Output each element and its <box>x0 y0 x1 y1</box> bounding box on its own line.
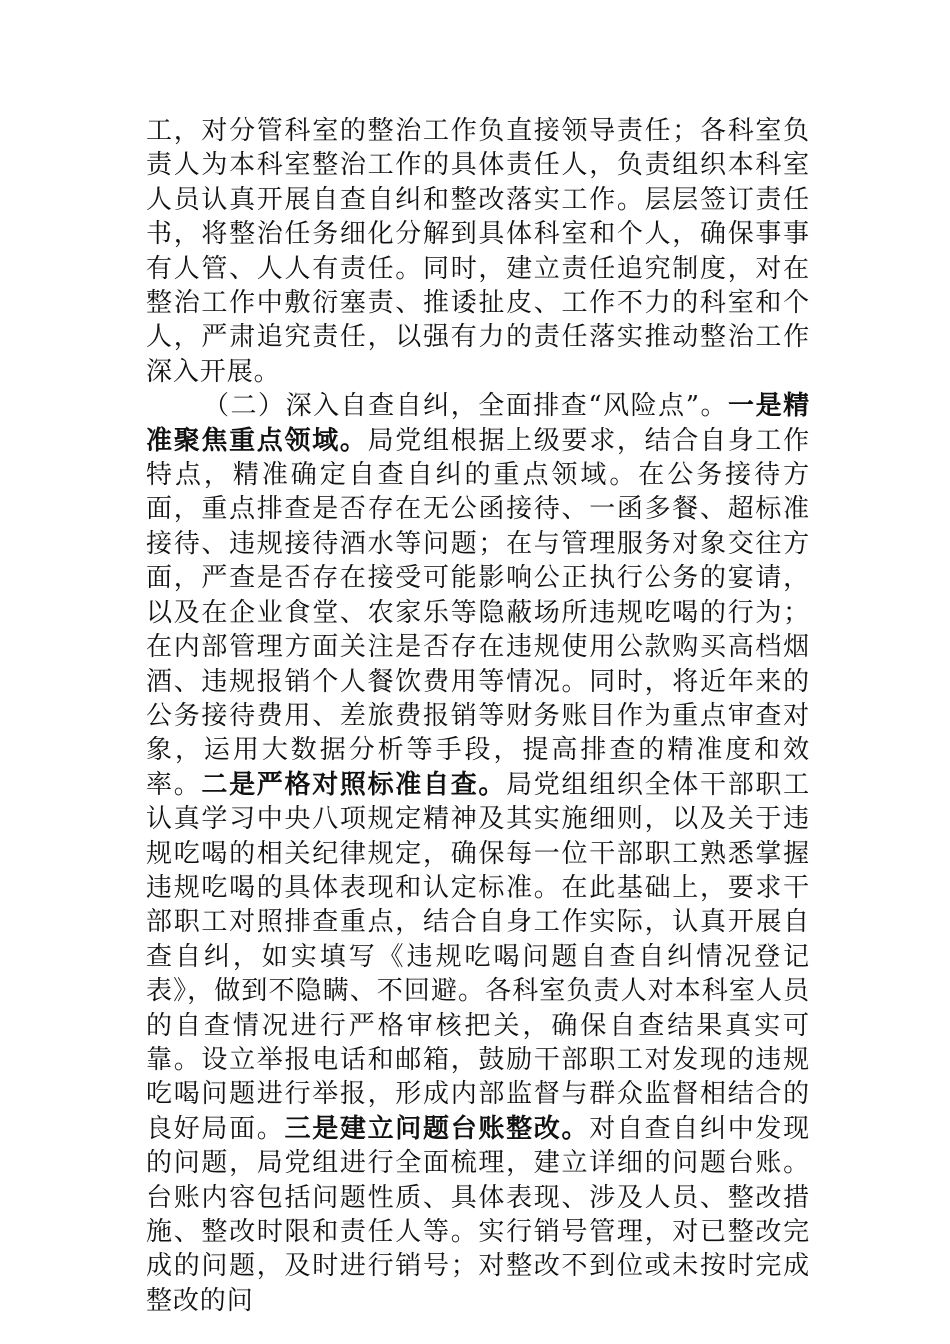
paragraph-text: 局党组根据上级要求，结合自身工作特点，精准确定自查自纠的重点领域。在公务接待方面，重点排查是否存在无公函接待、一函多餐、超标准接待、违规接待酒水等问题；在与管理服务对象交往方面，严查是否存在接受可能影响公正执行公务的宴请，以及在企业食堂、农家乐等隐蔽场所违规吃喝的行为；在内部管理方面关注是否存在违规使用公款购买高档烟酒、违规报销个人餐饮费用等情况。同时，将近年来的公务接待费用、差旅费报销等财务账目作为重点审查对象，运用大数据分析等手段，提高排查的精准度和效率。 <box>146 425 811 800</box>
paragraph-responsibility <box>146 114 810 389</box>
paragraph-text: 局党组组织全体干部职工认真学习中央八项规定精神及其实施细则，以及关于违规吃喝的相关纪律规定，确保每一位干部职工熟悉掌握违规吃喝的具体表现和认定标准。在此基础上，要求干部职工对照排查重点，结合自身工作实际，认真开展自查自纠，如实填写《违规吃喝问题自查自纠情况登记表》，做到不隐瞒、不回避。各科室负责人对本科室人员的自查情况进行严格审核把关，确保自查结果真实可靠。设立举报电话和邮箱，鼓励干部职工对发现的违规吃喝问题进行举报，形成内部监督与群众监督相结合的良好局面。 <box>146 769 810 1144</box>
bold-point-3: 三是建立问题台账整改。 <box>284 1113 590 1144</box>
bold-point-1: 一是精准聚焦重点领域。 <box>146 391 810 456</box>
document-body <box>146 114 810 1318</box>
paragraph-text: 工，对分管科室的整治工作负直接领导责任；各科室负责人为本科室整治工作的具体责任人，负责组织本科室人员认真开展自查自纠和整改落实工作。层层签订责任书，将整治任务细化分解到具体科室和个人，确保事事有人管、人人有责任。同时，建立责任追究制度，对在整治工作中敷衍塞责、推诿扯皮、工作不力的科室和个人，严肃追究责任，以强有力的责任落实推动整治工作深入开展。 <box>146 116 810 387</box>
bold-point-2: 二是严格对照标准自查。 <box>201 769 507 800</box>
section-heading-2: （二）深入自查自纠，全面排查“风险点”。 <box>203 391 729 422</box>
paragraph-text: 对自查自纠中发现的问题，局党组进行全面梳理，建立详细的问题台账。台账内容包括问题性质、具体表现、涉及人员、整改措施、整改时限和责任人等。实行销号管理，对已整改完成的问题，及时进行销号；对整改不到位或未按时完成整改的问 <box>146 1113 810 1316</box>
paragraph-self-inspection <box>146 389 810 1318</box>
